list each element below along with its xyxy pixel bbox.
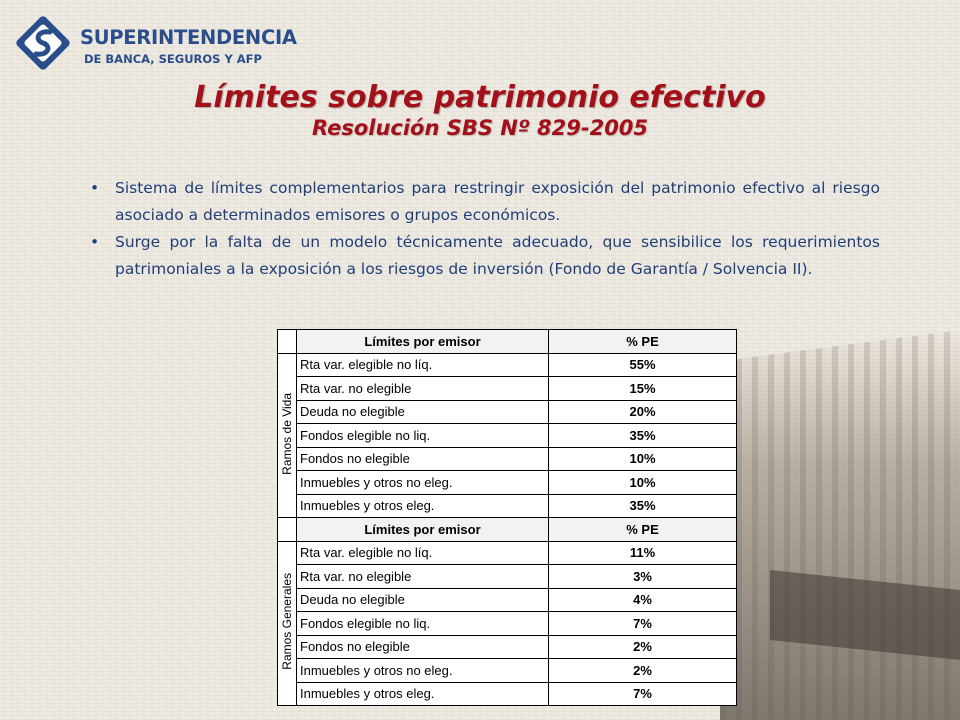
table-row — [278, 682, 737, 706]
table-row — [278, 612, 737, 636]
logo-name: SUPERINTENDENCIA — [80, 26, 297, 49]
row-label: Rta var. elegible no líq. — [297, 541, 549, 565]
bullet-item: • Surge por la falta de un modelo técnicamente adecuado, que sensibilice los requerimientos patrimoniales a la exposición a los riesgos de inversión (Fondo de Garantía / Solvencia II). — [90, 229, 880, 283]
row-value: 2% — [549, 635, 737, 659]
row-value: 35% — [549, 494, 737, 518]
header-blank-cell — [278, 330, 297, 354]
table-row — [278, 471, 737, 495]
table-row — [278, 635, 737, 659]
table-header-row — [278, 330, 737, 354]
row-label: Fondos no elegible — [297, 447, 549, 471]
table-row — [278, 588, 737, 612]
row-label: Inmuebles y otros eleg. — [297, 682, 549, 706]
row-label: Rta var. elegible no líq. — [297, 353, 549, 377]
row-label: Rta var. no elegible — [297, 377, 549, 401]
group-cell-generales — [278, 541, 297, 706]
background-building-photo — [720, 330, 960, 720]
row-value: 2% — [549, 659, 737, 683]
table-row — [278, 565, 737, 589]
row-value: 11% — [549, 541, 737, 565]
row-value: 10% — [549, 471, 737, 495]
header-value-cell: % PE — [549, 330, 737, 354]
table-row — [278, 659, 737, 683]
table-row — [278, 424, 737, 448]
slide-title: Límites sobre patrimonio efectivo — [194, 80, 766, 115]
row-label: Rta var. no elegible — [297, 565, 549, 589]
row-value: 35% — [549, 424, 737, 448]
sbs-logo-icon — [14, 14, 72, 72]
slide-subtitle: Resolución SBS Nº 829-2005 — [311, 116, 649, 140]
group-cell-vida — [278, 353, 297, 518]
row-value: 15% — [549, 377, 737, 401]
background-plaque — [770, 570, 960, 660]
bullet-list — [90, 175, 880, 283]
header-label-cell: Límites por emisor — [297, 330, 549, 354]
group-label: Ramos Generales — [280, 573, 294, 671]
row-label: Inmuebles y otros eleg. — [297, 494, 549, 518]
logo-subtitle: DE BANCA, SEGUROS Y AFP — [84, 52, 262, 66]
table-header-row — [278, 518, 737, 542]
table-row — [278, 400, 737, 424]
row-label: Inmuebles y otros no eleg. — [297, 471, 549, 495]
row-value: 7% — [549, 612, 737, 636]
table-row — [278, 494, 737, 518]
row-label: Inmuebles y otros no eleg. — [297, 659, 549, 683]
row-label: Fondos elegible no liq. — [297, 424, 549, 448]
row-value: 55% — [549, 353, 737, 377]
table-row — [278, 541, 737, 565]
row-label: Deuda no elegible — [297, 588, 549, 612]
bullet-item: • Sistema de límites complementarios para restringir exposición del patrimonio efectivo al riesgo asociado a determinados emisores o grupos económicos. — [90, 175, 880, 229]
row-value: 10% — [549, 447, 737, 471]
row-label: Deuda no elegible — [297, 400, 549, 424]
group-label: Ramos de Vida — [280, 392, 294, 475]
row-value: 4% — [549, 588, 737, 612]
sbs-logo — [14, 14, 297, 74]
table-row — [278, 377, 737, 401]
table-row — [278, 353, 737, 377]
header-label-cell: Límites por emisor — [297, 518, 549, 542]
table-row — [278, 447, 737, 471]
row-value: 20% — [549, 400, 737, 424]
row-label: Fondos no elegible — [297, 635, 549, 659]
header-blank-cell — [278, 518, 297, 542]
row-label: Fondos elegible no liq. — [297, 612, 549, 636]
header-value-cell: % PE — [549, 518, 737, 542]
limits-table — [277, 329, 737, 706]
row-value: 7% — [549, 682, 737, 706]
row-value: 3% — [549, 565, 737, 589]
